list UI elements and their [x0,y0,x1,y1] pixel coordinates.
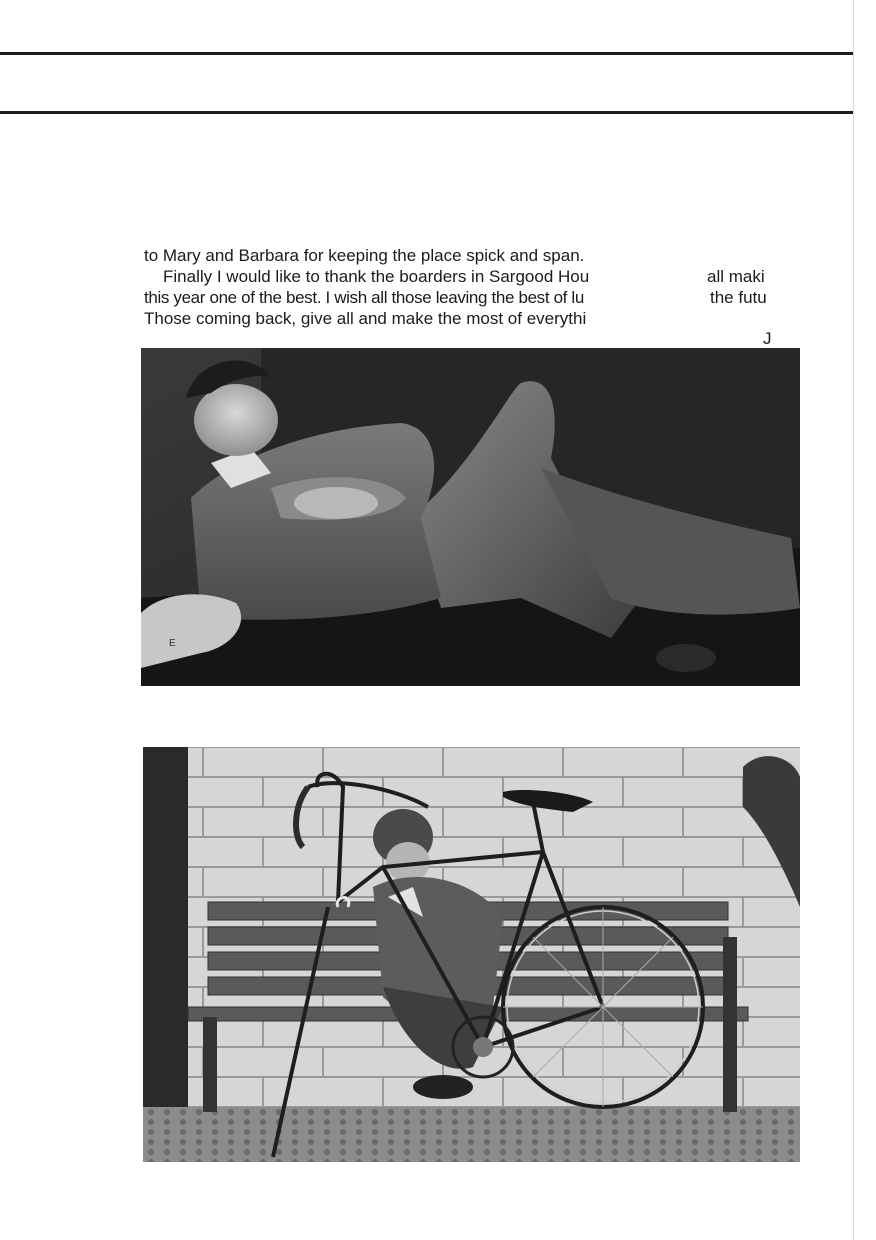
photo-boy-with-bicycle-image [143,747,800,1162]
text-line-2: Finally I would like to thank the boarders in Sargood Hou [163,267,590,286]
right-fragment-3: J [763,329,772,348]
photo1-label: E [169,638,176,649]
text-line-4: Those coming back, give all and make the most of everythi [144,309,587,328]
second-rule [0,111,853,114]
right-fragment-1: all maki [707,267,765,286]
right-fragment-2: the futu [710,288,767,307]
text-line-1: to Mary and Barbara for keeping the place spick and span. [144,246,585,265]
page-edge [853,0,854,1240]
photo-boy-with-bicycle [143,747,800,1162]
photo-boy-lying-down [141,348,800,686]
photo-boy-lying-down-image [141,348,800,686]
text-line-3: this year one of the best. I wish all those leaving the best of lu [144,288,584,307]
top-rule [0,52,853,55]
